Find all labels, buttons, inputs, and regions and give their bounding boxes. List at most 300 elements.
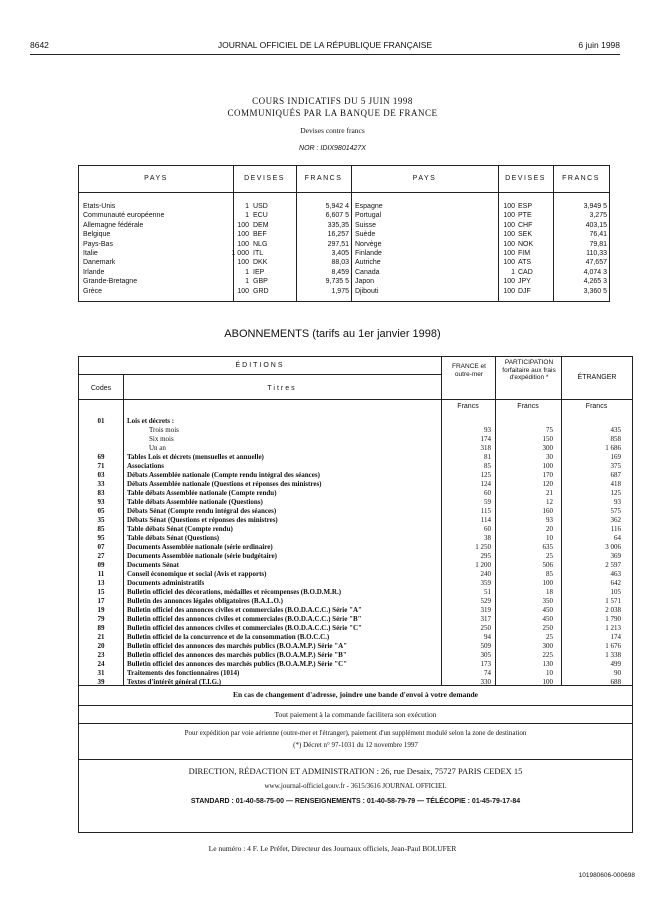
price-participation: 450 xyxy=(542,615,553,623)
currency-code: JPY xyxy=(518,278,531,286)
price-participation: 300 xyxy=(542,642,553,650)
rate-francs: 79,81 xyxy=(589,240,607,248)
currency-quantity: 100 xyxy=(237,240,249,248)
currency-code: CHF xyxy=(518,221,533,229)
price-france: 318 xyxy=(480,444,491,452)
price-etranger: 1 676 xyxy=(605,642,621,650)
price-france: 60 xyxy=(484,525,491,533)
header-titres: Titres xyxy=(267,385,297,392)
edition-title: Bulletin officiel de la concurrence et de la consommation (B.O.C.C.) xyxy=(127,633,330,641)
currency-quantity: 100 xyxy=(503,259,515,267)
price-etranger: 463 xyxy=(610,570,621,578)
edition-title: Traitements des fonctionnaires (1014) xyxy=(127,669,240,677)
rate-francs: 110,33 xyxy=(586,249,607,257)
subscription-row xyxy=(79,624,631,633)
subscription-row xyxy=(79,462,631,471)
footer-reference: 101980606-000698 xyxy=(578,872,635,879)
price-france: 94 xyxy=(484,633,491,641)
edition-title: Débats Assemblée nationale (Compte rendu intégral des séances) xyxy=(127,471,320,479)
currency-quantity: 1 xyxy=(245,212,249,220)
price-etranger: 499 xyxy=(610,660,621,668)
nor-reference: NOR : IDIX9801427X xyxy=(299,145,366,152)
price-etranger: 105 xyxy=(610,588,621,596)
currency-row xyxy=(83,249,353,258)
subscription-row xyxy=(79,570,631,579)
currency-quantity: 100 xyxy=(237,231,249,239)
subscription-row xyxy=(79,579,631,588)
price-etranger: 1 790 xyxy=(605,615,621,623)
website-line: www.journal-officiel.gouv.fr - 3615/3616 JOURNAL OFFICIEL xyxy=(264,782,447,790)
currency-quantity: 100 xyxy=(503,221,515,229)
rate-francs: 1,975 xyxy=(331,287,349,295)
price-participation: 10 xyxy=(546,534,553,542)
header-etranger: ÉTRANGER xyxy=(577,374,617,381)
edition-code: 17 xyxy=(97,597,105,605)
subscription-row xyxy=(79,525,631,534)
header-rule xyxy=(30,54,620,55)
unit-etranger: Francs xyxy=(585,403,608,410)
price-france: 317 xyxy=(480,615,491,623)
price-etranger: 125 xyxy=(610,489,621,497)
rate-francs: 88,03 xyxy=(331,259,349,267)
price-etranger: 93 xyxy=(614,498,621,506)
edition-title: Débats Sénat (Compte rendu intégral des séances) xyxy=(127,507,277,515)
currency-code: NOK xyxy=(518,240,534,248)
price-france: 115 xyxy=(480,507,491,515)
edition-code: 07 xyxy=(97,543,105,551)
currency-row xyxy=(355,230,609,239)
cours-title-1: COURS INDICATIFS DU 5 JUIN 1998 xyxy=(252,96,413,106)
price-france: 319 xyxy=(480,606,491,614)
price-etranger: 90 xyxy=(614,669,621,677)
currency-row xyxy=(83,287,353,296)
edition-title: Bulletin officiel des annonces des marchés publics (B.O.A.M.P.) Série "C" xyxy=(127,660,348,668)
currency-quantity: 1 xyxy=(245,278,249,286)
price-etranger: 1 213 xyxy=(605,624,621,632)
edition-title: Débats Assemblée nationale (Questions et réponses des ministres) xyxy=(127,480,322,488)
currency-quantity: 1 000 xyxy=(231,249,249,257)
price-etranger: 1 338 xyxy=(605,651,621,659)
rate-francs: 297,51 xyxy=(327,240,349,248)
rate-francs: 403,15 xyxy=(585,221,607,229)
price-france: 85 xyxy=(484,462,491,470)
rate-francs: 9,735 5 xyxy=(325,278,349,286)
edition-code: 33 xyxy=(97,480,105,488)
price-france: 125 xyxy=(480,471,491,479)
price-france: 124 xyxy=(480,480,491,488)
price-participation: 93 xyxy=(546,516,553,524)
edition-code: 31 xyxy=(97,669,105,677)
header-participation: PARTICIPATION forfaitaire aux frais d'expédition * xyxy=(502,359,556,381)
price-etranger: 1 686 xyxy=(605,444,621,452)
price-participation: 250 xyxy=(542,624,553,632)
currency-quantity: 100 xyxy=(237,259,249,267)
unit-participation: Francs xyxy=(517,403,539,410)
edition-code: 93 xyxy=(97,498,105,506)
subscription-row xyxy=(79,651,631,660)
currency-code: ATS xyxy=(518,259,532,267)
price-participation: 30 xyxy=(546,453,553,461)
header-devises-right: DEVISES xyxy=(505,175,546,182)
currency-code: GBP xyxy=(253,278,268,286)
subscription-row xyxy=(79,489,631,498)
header-francs-right: FRANCS xyxy=(562,175,600,182)
price-france: 359 xyxy=(480,579,491,587)
currency-code: ECU xyxy=(253,212,268,220)
price-etranger: 575 xyxy=(610,507,621,515)
currency-row xyxy=(83,202,353,211)
country-name: Communauté européenne xyxy=(83,212,165,220)
subscription-row xyxy=(79,678,631,687)
price-france: 81 xyxy=(484,453,491,461)
page-header xyxy=(30,40,620,54)
price-participation: 450 xyxy=(542,606,553,614)
price-etranger: 369 xyxy=(610,552,621,560)
rate-francs: 8,459 xyxy=(331,268,349,276)
edition-title: Bulletin des annonces légales obligatoires (B.A.L.O.) xyxy=(127,597,284,605)
edition-title: Bulletin officiel des annonces civiles et commerciales (B.O.D.A.C.C.) Série "C" xyxy=(127,624,362,632)
subscription-row xyxy=(79,588,631,597)
subscription-row xyxy=(79,615,631,624)
price-participation: 225 xyxy=(542,651,553,659)
price-participation: 25 xyxy=(546,633,553,641)
edition-title: Six mois xyxy=(149,435,174,443)
currency-code: IEP xyxy=(253,268,265,276)
direction-address: DIRECTION, RÉDACTION ET ADMINISTRATION : 26, rue Desaix, 75727 PARIS CEDEX 15 xyxy=(188,766,523,776)
currency-row xyxy=(83,268,353,277)
currency-quantity: 100 xyxy=(503,240,515,248)
price-etranger: 858 xyxy=(610,435,621,443)
edition-code: 01 xyxy=(97,417,105,425)
edition-title: Table débats Assemblée nationale (Compte rendu) xyxy=(127,489,277,497)
price-etranger: 362 xyxy=(610,516,621,524)
price-participation: 350 xyxy=(542,597,553,605)
rate-francs: 3,405 xyxy=(331,249,349,257)
journal-title: JOURNAL OFFICIEL DE LA RÉPUBLIQUE FRANÇAISE xyxy=(217,40,433,50)
currency-list-left xyxy=(83,202,353,296)
price-participation: 160 xyxy=(542,507,553,515)
price-france: 250 xyxy=(480,624,491,632)
currency-quantity: 1 xyxy=(245,268,249,276)
rate-francs: 4,265 3 xyxy=(583,278,607,286)
edition-title: Documents Assemblée nationale (série budgétaire) xyxy=(127,552,277,560)
edition-title: Bulletin officiel des annonces civiles et commerciales (B.O.D.A.C.C.) Série "B" xyxy=(127,615,362,623)
currency-quantity: 1 xyxy=(511,268,515,276)
currency-code: SEK xyxy=(518,231,533,239)
edition-title: Associations xyxy=(127,462,164,470)
price-france: 93 xyxy=(484,426,491,434)
price-france: 174 xyxy=(480,435,491,443)
edition-code: 11 xyxy=(97,570,105,578)
price-etranger: 174 xyxy=(610,633,621,641)
edition-code: 15 xyxy=(97,588,105,596)
price-etranger: 375 xyxy=(610,462,621,470)
header-pays-left: PAYS xyxy=(144,175,168,182)
country-name: Norvège xyxy=(355,240,382,248)
rate-francs: 4,074 3 xyxy=(583,268,607,276)
price-france: 59 xyxy=(484,498,491,506)
price-participation: 100 xyxy=(542,579,553,587)
edition-title: Documents Assemblée nationale (série ordinaire) xyxy=(127,543,273,551)
page-number: 8642 xyxy=(30,40,49,50)
price-participation: 170 xyxy=(542,471,553,479)
edition-code: 89 xyxy=(97,624,105,632)
edition-code: 39 xyxy=(97,678,105,686)
price-france: 51 xyxy=(484,588,491,596)
subscription-row xyxy=(79,597,631,606)
edition-title: Documents administratifs xyxy=(127,579,205,587)
currency-row xyxy=(355,249,609,258)
currency-quantity: 100 xyxy=(503,231,515,239)
edition-title: Un an xyxy=(149,444,166,452)
currency-code: USD xyxy=(253,203,268,210)
country-name: Grande-Bretagne xyxy=(83,278,138,286)
header-codes: Codes xyxy=(90,385,112,392)
unit-france: Francs xyxy=(457,403,479,410)
price-etranger: 688 xyxy=(610,678,621,686)
country-name: Canada xyxy=(355,268,380,276)
country-name: Etats-Unis xyxy=(83,203,116,210)
currency-code: ESP xyxy=(518,203,533,210)
subscription-table xyxy=(78,356,633,833)
currency-row xyxy=(355,240,609,249)
edition-code: 95 xyxy=(97,534,105,542)
currency-code: CAD xyxy=(518,268,533,276)
price-etranger: 642 xyxy=(610,579,621,587)
price-participation: 100 xyxy=(542,678,553,686)
country-name: Irlande xyxy=(83,268,105,276)
rate-francs: 76,41 xyxy=(589,231,607,239)
subscription-row xyxy=(79,498,631,507)
currency-row xyxy=(83,221,353,230)
price-etranger: 2 597 xyxy=(605,561,621,569)
currency-table xyxy=(78,165,610,302)
price-etranger: 3 006 xyxy=(605,543,621,551)
country-name: Danemark xyxy=(83,259,116,267)
subscription-row xyxy=(79,480,631,489)
subscription-row xyxy=(79,561,631,570)
price-participation: 12 xyxy=(546,498,553,506)
subscription-row xyxy=(79,507,631,516)
price-participation: 120 xyxy=(542,480,553,488)
currency-row xyxy=(355,277,609,286)
price-participation: 130 xyxy=(542,660,553,668)
currency-code: DEM xyxy=(253,221,269,229)
price-participation: 25 xyxy=(546,552,553,560)
price-france: 1 200 xyxy=(475,561,491,569)
header-france: FRANCE et outre-mer xyxy=(452,363,486,378)
subscription-row xyxy=(79,543,631,552)
price-etranger: 169 xyxy=(610,453,621,461)
edition-title: Bulletin officiel des annonces civiles et commerciales (B.O.D.A.C.C.) Série "A" xyxy=(127,606,362,614)
price-france: 240 xyxy=(480,570,491,578)
currency-quantity: 100 xyxy=(237,221,249,229)
notice-decree: (*) Décret n° 97-1031 du 12 novembre 1997 xyxy=(293,741,418,749)
edition-code: 20 xyxy=(97,642,105,650)
price-etranger: 116 xyxy=(610,525,621,533)
country-name: Espagne xyxy=(355,203,383,210)
country-name: Suède xyxy=(355,231,376,239)
currency-row xyxy=(83,230,353,239)
price-participation: 85 xyxy=(546,570,553,578)
country-name: Allemagne fédérale xyxy=(83,221,144,229)
price-etranger: 435 xyxy=(610,426,621,434)
cours-subtitle: Devises contre francs xyxy=(300,126,365,135)
price-etranger: 1 571 xyxy=(605,597,621,605)
currency-code: DKK xyxy=(253,259,268,267)
subscription-row xyxy=(79,534,631,543)
currency-row xyxy=(355,221,609,230)
country-name: Djibouti xyxy=(355,287,379,295)
subscription-row xyxy=(79,516,631,525)
currency-list-right xyxy=(355,202,609,296)
price-participation: 75 xyxy=(546,426,553,434)
edition-code: 85 xyxy=(97,525,105,533)
edition-code: 03 xyxy=(97,471,105,479)
rate-francs: 3,360 5 xyxy=(583,287,607,295)
price-participation: 506 xyxy=(542,561,553,569)
country-name: Italie xyxy=(83,249,98,257)
subscription-row xyxy=(79,426,631,435)
rate-francs: 335,35 xyxy=(327,221,349,229)
price-participation: 100 xyxy=(542,462,553,470)
price-participation: 21 xyxy=(546,489,553,497)
country-name: Belgique xyxy=(83,231,111,239)
price-participation: 10 xyxy=(546,669,553,677)
currency-code: FIM xyxy=(518,249,531,257)
subscription-row xyxy=(79,606,631,615)
subscription-row xyxy=(79,633,631,642)
header-editions: ÉDITIONS xyxy=(235,362,285,369)
rate-francs: 3,949 5 xyxy=(583,203,607,210)
subscription-row xyxy=(79,660,631,669)
header-devises-left: DEVISES xyxy=(244,175,285,182)
rate-francs: 6,607 5 xyxy=(325,212,349,220)
edition-code: 21 xyxy=(97,633,105,641)
currency-row xyxy=(83,258,353,267)
footer-price-line: Le numéro : 4 F. Le Préfet, Directeur des Journaux officiels, Jean-Paul BOLUFER xyxy=(208,844,457,853)
price-france: 529 xyxy=(480,597,491,605)
edition-code: 13 xyxy=(97,579,105,587)
header-francs-left: FRANCS xyxy=(304,175,343,182)
edition-title: Débats Sénat (Questions et réponses des ministres) xyxy=(127,516,278,524)
currency-code: DJF xyxy=(518,287,531,295)
currency-quantity: 100 xyxy=(503,249,515,257)
currency-quantity: 100 xyxy=(237,287,249,295)
edition-code: 79 xyxy=(97,615,105,623)
price-france: 74 xyxy=(484,669,491,677)
subscription-row xyxy=(79,417,631,426)
phone-numbers: STANDARD : 01-40-58-75-00 — RENSEIGNEMENTS : 01-40-58-79-79 — TÉLÉCOPIE : 01-45-79-17-84 xyxy=(190,798,521,805)
currency-quantity: 100 xyxy=(503,203,515,210)
price-etranger: 2 038 xyxy=(605,606,621,614)
header-pays-right: PAYS xyxy=(412,175,437,182)
abonnements-title: ABONNEMENTS (tarifs au 1er janvier 1998) xyxy=(224,328,441,340)
edition-code: 27 xyxy=(97,552,105,560)
edition-code: 09 xyxy=(97,561,105,569)
currency-code: PTE xyxy=(518,212,532,220)
currency-quantity: 100 xyxy=(503,287,515,295)
currency-code: GRD xyxy=(253,287,269,295)
notice-address-change: En cas de changement d'adresse, joindre une bande d'envoi à votre demande xyxy=(232,690,479,699)
price-etranger: 687 xyxy=(610,471,621,479)
notice-payment: Tout paiement à la commande facilitera son exécution xyxy=(274,710,437,719)
price-participation: 150 xyxy=(542,435,553,443)
edition-code: 05 xyxy=(97,507,105,515)
edition-title: Conseil économique et social (Avis et rapports) xyxy=(127,570,267,578)
edition-title: Bulletin officiel des annonces des marchés publics (B.O.A.M.P.) Série "A" xyxy=(127,642,348,650)
country-name: Pays-Bas xyxy=(83,240,113,248)
edition-title: Table débats Sénat (Compte rendu) xyxy=(127,525,233,533)
price-participation: 20 xyxy=(546,525,553,533)
subscription-row xyxy=(79,669,631,678)
rate-francs: 47,657 xyxy=(585,259,607,267)
edition-code: 69 xyxy=(97,453,105,461)
currency-row xyxy=(83,277,353,286)
price-france: 295 xyxy=(480,552,491,560)
price-participation: 300 xyxy=(542,444,553,452)
price-france: 509 xyxy=(480,642,491,650)
edition-title: Lois et décrets : xyxy=(127,417,175,425)
currency-quantity: 100 xyxy=(503,212,515,220)
edition-title: Table débats Assemblée nationale (Questions) xyxy=(127,498,263,506)
edition-code: 24 xyxy=(97,660,105,668)
currency-row xyxy=(355,268,609,277)
country-name: Japon xyxy=(355,278,375,286)
subscription-row xyxy=(79,453,631,462)
edition-code: 19 xyxy=(97,606,105,614)
price-france: 38 xyxy=(484,534,491,542)
edition-code: 35 xyxy=(97,516,105,524)
price-etranger: 418 xyxy=(610,480,621,488)
rate-francs: 3,275 xyxy=(589,212,607,220)
price-france: 305 xyxy=(480,651,491,659)
currency-code: NLG xyxy=(253,240,268,248)
edition-code: 83 xyxy=(97,489,105,497)
currency-row xyxy=(355,258,609,267)
subscription-row xyxy=(79,471,631,480)
edition-title: Trois mois xyxy=(149,426,179,434)
country-name: Portugal xyxy=(355,212,382,220)
country-name: Grèce xyxy=(83,287,103,295)
country-name: Autriche xyxy=(355,259,381,267)
price-france: 1 250 xyxy=(475,543,491,551)
edition-title: Bulletin officiel des décorations, médailles et récompenses (B.O.D.M.R.) xyxy=(127,588,342,596)
edition-code: 23 xyxy=(97,651,105,659)
notice-air-mail: Pour expédition par voie aérienne (outre-mer et l'étranger), paiement d'un supplément modulé selon la zone de destination xyxy=(184,729,527,737)
price-etranger: 64 xyxy=(614,534,621,542)
price-france: 173 xyxy=(480,660,491,668)
edition-title: Documents Sénat xyxy=(127,561,179,569)
edition-code: 71 xyxy=(97,462,105,470)
price-france: 330 xyxy=(480,678,491,686)
edition-title: Table débats Sénat (Questions) xyxy=(127,534,220,542)
currency-code: ITL xyxy=(253,249,264,257)
country-name: Finlande xyxy=(355,249,382,257)
price-participation: 18 xyxy=(546,588,553,596)
subscription-row xyxy=(79,435,631,444)
currency-row xyxy=(355,202,609,211)
price-participation: 635 xyxy=(542,543,553,551)
issue-date: 6 juin 1998 xyxy=(578,40,620,50)
currency-code: BEF xyxy=(253,231,267,239)
currency-row xyxy=(83,240,353,249)
cours-title-2: COMMUNIQUÉS PAR LA BANQUE DE FRANCE xyxy=(227,108,438,118)
currency-row xyxy=(355,211,609,220)
edition-title: Tables Lois et décrets (mensuelles et annuelle) xyxy=(127,453,264,461)
currency-row xyxy=(355,287,609,296)
country-name: Suisse xyxy=(355,221,377,229)
